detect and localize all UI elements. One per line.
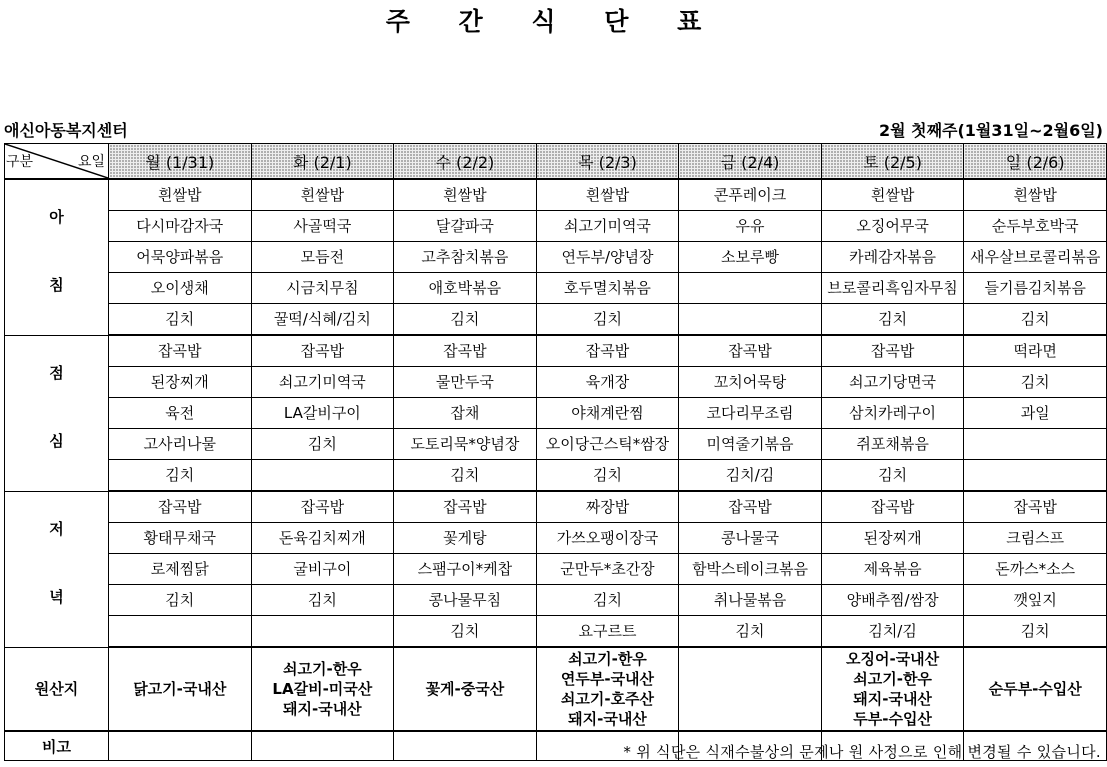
menu-row bbox=[5, 523, 1107, 554]
menu-item: 잡곡밥 bbox=[679, 335, 822, 367]
menu-item: 김치/김 bbox=[679, 460, 822, 492]
menu-body bbox=[5, 179, 1107, 647]
menu-item: 과일 bbox=[964, 398, 1107, 429]
menu-row bbox=[5, 398, 1107, 429]
menu-item: 제육볶음 bbox=[821, 554, 964, 585]
menu-item: 오이생채 bbox=[109, 273, 252, 304]
menu-item: 김치 bbox=[964, 367, 1107, 398]
menu-item: 흰쌀밥 bbox=[964, 179, 1107, 211]
menu-item: 잡곡밥 bbox=[109, 335, 252, 367]
menu-item: 잡곡밥 bbox=[109, 491, 252, 523]
menu-item bbox=[964, 429, 1107, 460]
origin-line: LA갈비-미국산 bbox=[272, 680, 373, 698]
origin-row bbox=[5, 647, 1107, 731]
meal-label-top: 저 bbox=[49, 519, 64, 538]
menu-item: 짜장밥 bbox=[536, 491, 679, 523]
week-label: 2월 첫째주(1월31일~2월6일) bbox=[878, 121, 1103, 140]
menu-item: 김치 bbox=[394, 460, 537, 492]
menu-item: 스팸구이*케찹 bbox=[394, 554, 537, 585]
menu-item: 김치 bbox=[821, 460, 964, 492]
menu-item: 깻잎지 bbox=[964, 585, 1107, 616]
menu-item: 들기름김치볶음 bbox=[964, 273, 1107, 304]
meal-label-bottom: 녁 bbox=[49, 587, 64, 606]
menu-item: 잡곡밥 bbox=[394, 491, 537, 523]
menu-row bbox=[5, 179, 1107, 211]
menu-item: 잡곡밥 bbox=[536, 335, 679, 367]
meal-label bbox=[5, 491, 109, 647]
corner-label-day: 요일 bbox=[77, 154, 105, 170]
menu-item: 콩나물국 bbox=[679, 523, 822, 554]
menu-item bbox=[679, 273, 822, 304]
menu-item: 흰쌀밥 bbox=[109, 179, 252, 211]
meal-label bbox=[5, 179, 109, 335]
menu-item: 김치 bbox=[109, 304, 252, 336]
menu-item: 떡라면 bbox=[964, 335, 1107, 367]
menu-item: 브로콜리흑임자무침 bbox=[821, 273, 964, 304]
menu-item: 호두멸치볶음 bbox=[536, 273, 679, 304]
menu-item: 고추참치볶음 bbox=[394, 242, 537, 273]
menu-item: 가쓰오팽이장국 bbox=[536, 523, 679, 554]
menu-item: 김치 bbox=[964, 304, 1107, 336]
menu-item: 잡곡밥 bbox=[821, 491, 964, 523]
menu-row bbox=[5, 491, 1107, 523]
page-title: 주 간 식 단 표 bbox=[385, 7, 722, 36]
menu-item bbox=[251, 616, 394, 648]
day-header: 토 (2/5) bbox=[821, 144, 964, 180]
origin-line: 연두부-국내산 bbox=[560, 670, 655, 688]
menu-row bbox=[5, 429, 1107, 460]
center-name: 애신아동복지센터 bbox=[4, 121, 128, 140]
menu-item: 김치 bbox=[964, 616, 1107, 648]
corner-header bbox=[5, 144, 109, 180]
menu-row bbox=[5, 211, 1107, 242]
menu-item: 코다리무조림 bbox=[679, 398, 822, 429]
note-label: 비고 bbox=[5, 731, 109, 761]
menu-item: 흰쌀밥 bbox=[251, 179, 394, 211]
menu-item: 도토리묵*양념장 bbox=[394, 429, 537, 460]
menu-item: 흰쌀밥 bbox=[394, 179, 537, 211]
header-row bbox=[5, 144, 1107, 180]
origin-line: 닭고기-국내산 bbox=[133, 680, 227, 698]
menu-row bbox=[5, 460, 1107, 492]
menu-row bbox=[5, 585, 1107, 616]
origin-cell bbox=[536, 647, 679, 731]
origin-cell bbox=[679, 647, 822, 731]
day-header: 화 (2/1) bbox=[251, 144, 394, 180]
menu-item: 김치 bbox=[679, 616, 822, 648]
origin-line: 돼지-국내산 bbox=[853, 690, 932, 708]
day-header: 월 (1/31) bbox=[109, 144, 252, 180]
meal-label-top: 점 bbox=[49, 363, 64, 382]
menu-item: 육전 bbox=[109, 398, 252, 429]
menu-item: 돈육김치찌개 bbox=[251, 523, 394, 554]
note-cell bbox=[394, 731, 537, 761]
menu-item: 잡채 bbox=[394, 398, 537, 429]
menu-item: 시금치무침 bbox=[251, 273, 394, 304]
meal-label-bottom: 심 bbox=[49, 431, 64, 450]
menu-item: 김치 bbox=[536, 304, 679, 336]
menu-item: 김치/김 bbox=[821, 616, 964, 648]
menu-item: 미역줄기볶음 bbox=[679, 429, 822, 460]
menu-item: 콘푸레이크 bbox=[679, 179, 822, 211]
menu-item: 쥐포채볶음 bbox=[821, 429, 964, 460]
menu-item: 함박스테이크볶음 bbox=[679, 554, 822, 585]
menu-item: 김치 bbox=[109, 460, 252, 492]
origin-cell bbox=[251, 647, 394, 731]
menu-row bbox=[5, 554, 1107, 585]
menu-row bbox=[5, 273, 1107, 304]
menu-item: 군만두*초간장 bbox=[536, 554, 679, 585]
menu-item bbox=[679, 304, 822, 336]
origin-cell bbox=[964, 647, 1107, 731]
menu-item: 고사리나물 bbox=[109, 429, 252, 460]
origin-line: 꽃게-중국산 bbox=[425, 680, 505, 698]
menu-item: 모듬전 bbox=[251, 242, 394, 273]
menu-item: 삼치카레구이 bbox=[821, 398, 964, 429]
menu-item: 김치 bbox=[536, 585, 679, 616]
origin-line: 두부-수입산 bbox=[853, 710, 932, 728]
day-header: 수 (2/2) bbox=[394, 144, 537, 180]
meal-label-top: 아 bbox=[49, 208, 64, 226]
menu-item: 양배추찜/쌈장 bbox=[821, 585, 964, 616]
origin-line: 돼지-국내산 bbox=[283, 700, 362, 718]
menu-row bbox=[5, 367, 1107, 398]
menu-row bbox=[5, 242, 1107, 273]
menu-item: 된장찌개 bbox=[821, 523, 964, 554]
origin-line: 쇠고기-호주산 bbox=[560, 690, 655, 708]
origin-cell bbox=[109, 647, 252, 731]
meal-label-bottom: 침 bbox=[49, 276, 64, 294]
menu-item: 굴비구이 bbox=[251, 554, 394, 585]
menu-item: 사골떡국 bbox=[251, 211, 394, 242]
menu-item bbox=[251, 460, 394, 492]
menu-item: 김치 bbox=[394, 616, 537, 648]
origin-cell bbox=[821, 647, 964, 731]
menu-item: 연두부/양념장 bbox=[536, 242, 679, 273]
origin-line: 쇠고기-한우 bbox=[853, 670, 932, 688]
origin-line: 쇠고기-한우 bbox=[283, 660, 362, 678]
menu-item: 잡곡밥 bbox=[251, 335, 394, 367]
menu-item: 흰쌀밥 bbox=[536, 179, 679, 211]
menu-item: 꿀떡/식혜/김치 bbox=[251, 304, 394, 336]
menu-item: 크림스프 bbox=[964, 523, 1107, 554]
menu-item: 물만두국 bbox=[394, 367, 537, 398]
menu-item: 카레감자볶음 bbox=[821, 242, 964, 273]
menu-item: 오징어무국 bbox=[821, 211, 964, 242]
day-header: 금 (2/4) bbox=[679, 144, 822, 180]
menu-item: 꼬치어묵탕 bbox=[679, 367, 822, 398]
menu-item: 김치 bbox=[536, 460, 679, 492]
origin-line: 오징어-국내산 bbox=[846, 650, 940, 668]
origin-cell bbox=[394, 647, 537, 731]
menu-item: 황태무채국 bbox=[109, 523, 252, 554]
menu-item: 김치 bbox=[251, 585, 394, 616]
menu-item: 다시마감자국 bbox=[109, 211, 252, 242]
menu-item: 잡곡밥 bbox=[821, 335, 964, 367]
day-header: 목 (2/3) bbox=[536, 144, 679, 180]
menu-item: 어묵양파볶음 bbox=[109, 242, 252, 273]
corner-label-category: 구분 bbox=[6, 154, 34, 170]
menu-item: 쇠고기미역국 bbox=[251, 367, 394, 398]
menu-item bbox=[964, 460, 1107, 492]
menu-item: 잡곡밥 bbox=[679, 491, 822, 523]
menu-item: 쇠고기당면국 bbox=[821, 367, 964, 398]
note-cell bbox=[109, 731, 252, 761]
menu-item: 육개장 bbox=[536, 367, 679, 398]
menu-item: 요구르트 bbox=[536, 616, 679, 648]
menu-item: 애호박볶음 bbox=[394, 273, 537, 304]
menu-row bbox=[5, 335, 1107, 367]
menu-item: LA갈비구이 bbox=[251, 398, 394, 429]
menu-item: 소보루빵 bbox=[679, 242, 822, 273]
menu-item: 김치 bbox=[821, 304, 964, 336]
menu-item: 된장찌개 bbox=[109, 367, 252, 398]
origin-line: 순두부-수입산 bbox=[988, 680, 1082, 698]
menu-item: 잡곡밥 bbox=[964, 491, 1107, 523]
menu-item bbox=[109, 616, 252, 648]
menu-row bbox=[5, 616, 1107, 648]
day-header: 일 (2/6) bbox=[964, 144, 1107, 180]
meal-label bbox=[5, 335, 109, 491]
menu-item: 잡곡밥 bbox=[394, 335, 537, 367]
menu-item: 새우살브로콜리볶음 bbox=[964, 242, 1107, 273]
menu-item: 우유 bbox=[679, 211, 822, 242]
note-cell bbox=[251, 731, 394, 761]
origin-line: 쇠고기-한우 bbox=[568, 650, 647, 668]
menu-item: 오이당근스틱*쌈장 bbox=[536, 429, 679, 460]
menu-item: 돈까스*소스 bbox=[964, 554, 1107, 585]
menu-item: 김치 bbox=[109, 585, 252, 616]
menu-item: 흰쌀밥 bbox=[821, 179, 964, 211]
origin-line: 돼지-국내산 bbox=[568, 710, 647, 728]
menu-item: 달걀파국 bbox=[394, 211, 537, 242]
menu-item: 순두부호박국 bbox=[964, 211, 1107, 242]
footnote: * 위 식단은 식재수불상의 문제나 원 사정으로 인해 변경될 수 있습니다. bbox=[623, 743, 1101, 761]
menu-row bbox=[5, 304, 1107, 336]
menu-item: 로제찜닭 bbox=[109, 554, 252, 585]
menu-item: 취나물볶음 bbox=[679, 585, 822, 616]
menu-item: 잡곡밥 bbox=[251, 491, 394, 523]
origin-label: 원산지 bbox=[5, 647, 109, 731]
menu-item: 김치 bbox=[394, 304, 537, 336]
menu-item: 김치 bbox=[251, 429, 394, 460]
menu-item: 쇠고기미역국 bbox=[536, 211, 679, 242]
menu-item: 꽃게탕 bbox=[394, 523, 537, 554]
menu-item: 콩나물무침 bbox=[394, 585, 537, 616]
weekly-menu-table bbox=[4, 143, 1107, 761]
menu-item: 야채계란찜 bbox=[536, 398, 679, 429]
